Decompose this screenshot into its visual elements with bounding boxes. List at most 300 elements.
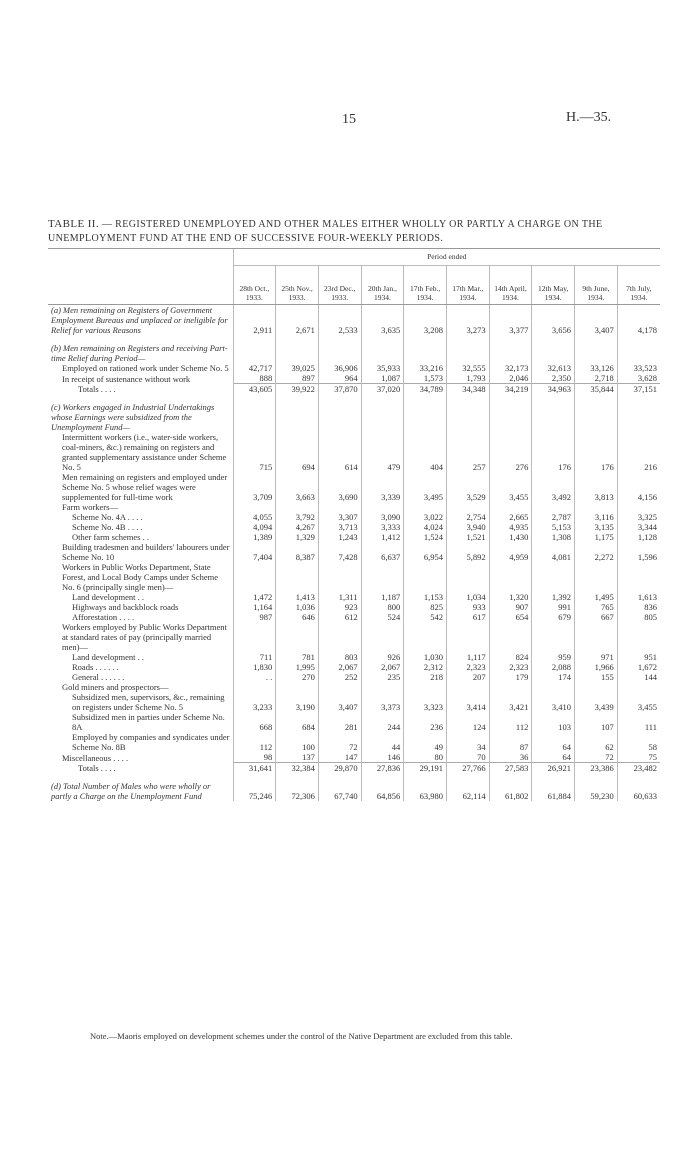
cell-value [276,562,319,592]
row-label: (c) Workers engaged in Industrial Undertakings whose Earnings were subsidized from the Unemployment Fund— [51,402,215,432]
cell-value: 3,022 [404,512,447,522]
cell-value [318,335,361,343]
cell-value: 4,935 [489,522,532,532]
table-row [48,622,660,652]
cell-value: 3,656 [532,305,575,336]
cell-value: 64 [532,752,575,763]
cell-value: 667 [575,612,618,622]
cell-value: 1,320 [489,592,532,602]
cell-value: 4,267 [276,522,319,532]
cell-value: 1,175 [575,532,618,542]
table-row [48,602,660,612]
cell-value [233,773,276,781]
cell-value: 1,036 [276,602,319,612]
column-header: 23rd Dec., 1933. [318,266,361,305]
cell-value: 31,641 [233,763,276,774]
cell-value: 824 [489,652,532,662]
table-row [48,781,660,801]
cell-value [575,335,618,343]
cell-value: 3,344 [617,522,660,532]
cell-value: 33,126 [575,363,618,373]
row-label: Afforestation . . . . [72,612,135,622]
row-label: Employed by companies and syndicates under Scheme No. 8B [72,732,230,752]
row-label: Building tradesmen and builders' labourers under Scheme No. 10 [62,542,230,562]
cell-value: 176 [532,432,575,472]
row-label [48,335,233,343]
cell-value: 7,428 [318,542,361,562]
cell-value [617,682,660,692]
cell-value [404,682,447,692]
row-label: In receipt of sustenance without work [62,373,191,384]
cell-value: 23,482 [617,763,660,774]
table-row [48,562,660,592]
cell-value [361,335,404,343]
cell-value: 33,216 [404,363,447,373]
cell-value [318,402,361,432]
cell-value: 2,312 [404,662,447,672]
cell-value [276,402,319,432]
row-label: Intermittent workers (i.e., water-side workers, coal-miners, &c.) remaining on registers and granted supplementary assistance under Scheme No. 5 [62,432,227,472]
cell-value: 29,191 [404,763,447,774]
cell-value [446,622,489,652]
cell-value [532,682,575,692]
cell-value: 39,025 [276,363,319,373]
cell-value: 964 [318,373,361,384]
cell-value [617,622,660,652]
cell-value [318,343,361,363]
row-label: Workers employed by Public Works Department at standard rates of pay (principally married men)— [62,622,227,652]
page-number: 15 [342,112,356,127]
cell-value: 137 [276,752,319,763]
cell-value: . . [233,672,276,682]
cell-value [446,335,489,343]
column-header: 7th July, 1934. [617,266,660,305]
column-header: 28th Oct., 1933. [233,266,276,305]
row-label: (a) Men remaining on Registers of Government Employment Bureaus and unplaced or ineligible for Relief for various Reasons [51,305,228,335]
row-label: Workers in Public Works Department, State Forest, and Local Body Camps under Scheme No. 6 (principally single men)— [62,562,219,592]
document-code: H.—35. [566,110,612,125]
cell-value: 34,789 [404,384,447,395]
cell-value: 27,836 [361,763,404,774]
cell-value: 3,628 [617,373,660,384]
cell-value: 4,081 [532,542,575,562]
cell-value: 897 [276,373,319,384]
cell-value: 112 [233,732,276,752]
cell-value: 825 [404,602,447,612]
cell-value [617,402,660,432]
row-label: Scheme No. 4A . . . . [72,512,143,522]
cell-value: 1,329 [276,532,319,542]
table-row [48,502,660,512]
cell-value [404,335,447,343]
cell-value [276,502,319,512]
cell-value: 49 [404,732,447,752]
cell-value: 26,921 [532,763,575,774]
cell-value: 61,884 [532,781,575,801]
table-row [48,652,660,662]
table-row [48,305,660,336]
cell-value: 111 [617,712,660,732]
table-row [48,512,660,522]
column-header: 17th Feb., 1934. [404,266,447,305]
cell-value [233,335,276,343]
cell-value [532,343,575,363]
cell-value: 1,392 [532,592,575,602]
cell-value: 1,672 [617,662,660,672]
table-row [48,343,660,363]
cell-value: 8,387 [276,542,319,562]
cell-value: 1,413 [276,592,319,602]
cell-value: 951 [617,652,660,662]
cell-value: 2,718 [575,373,618,384]
cell-value: 176 [575,432,618,472]
cell-value: 75,246 [233,781,276,801]
cell-value [575,622,618,652]
cell-value: 1,164 [233,602,276,612]
cell-value: 98 [233,752,276,763]
cell-value [318,562,361,592]
cell-value: 654 [489,612,532,622]
cell-value [446,402,489,432]
cell-value: 612 [318,612,361,622]
cell-value: 1,034 [446,592,489,602]
row-label: (d) Total Number of Males who were wholly or partly a Charge on the Unemployment Fund [51,781,211,801]
cell-value: 270 [276,672,319,682]
cell-value: 3,709 [233,472,276,502]
cell-value [575,343,618,363]
cell-value: 35,933 [361,363,404,373]
cell-value: 3,421 [489,692,532,712]
cell-value [532,502,575,512]
cell-value [404,773,447,781]
cell-value: 2,911 [233,305,276,336]
table-row [48,732,660,752]
cell-value [575,402,618,432]
row-label: Miscellaneous . . . . [62,752,129,763]
cell-value [318,502,361,512]
cell-value: 147 [318,752,361,763]
cell-value: 1,308 [532,532,575,542]
row-label [48,394,233,402]
row-label: Highways and backblock roads [72,602,179,612]
cell-value: 207 [446,672,489,682]
cell-value: 668 [233,712,276,732]
cell-value: 124 [446,712,489,732]
row-label: Employed on rationed work under Scheme No. 5 [62,363,229,373]
cell-value [532,394,575,402]
table-note: Note.—Maoris employed on development schemes under the control of the Native Department are excluded from this table. [90,1031,513,1041]
cell-value: 218 [404,672,447,682]
cell-value: 33,523 [617,363,660,373]
cell-value: 1,389 [233,532,276,542]
cell-value: 617 [446,612,489,622]
cell-value: 100 [276,732,319,752]
cell-value [318,682,361,692]
table-row [48,612,660,622]
cell-value: 679 [532,612,575,622]
row-label: Gold miners and prospectors— [62,682,169,692]
cell-value: 479 [361,432,404,472]
cell-value: 146 [361,752,404,763]
cell-value: 3,410 [532,692,575,712]
cell-value: 3,407 [318,692,361,712]
cell-value: 4,024 [404,522,447,532]
row-label: Roads . . . . . . [72,662,119,672]
cell-value: 1,495 [575,592,618,602]
cell-value: 2,533 [318,305,361,336]
cell-value: 781 [276,652,319,662]
table-row [48,394,660,402]
cell-value: 2,323 [489,662,532,672]
cell-value: 836 [617,602,660,612]
table-row [48,712,660,732]
cell-value: 174 [532,672,575,682]
cell-value: 63,980 [404,781,447,801]
cell-value [233,502,276,512]
cell-value: 1,311 [318,592,361,602]
table-row [48,384,660,395]
cell-value: 3,492 [532,472,575,502]
cell-value: 2,787 [532,512,575,522]
cell-value [575,773,618,781]
cell-value: 236 [404,712,447,732]
cell-value: 991 [532,602,575,612]
cell-value: 72 [318,732,361,752]
cell-value [361,622,404,652]
cell-value [233,682,276,692]
table-row [48,662,660,672]
cell-value [233,622,276,652]
cell-value: 3,635 [361,305,404,336]
cell-value: 37,870 [318,384,361,395]
cell-value [276,682,319,692]
cell-value: 715 [233,432,276,472]
cell-value: 37,020 [361,384,404,395]
cell-value [489,682,532,692]
cell-value: 1,128 [617,532,660,542]
cell-value: 179 [489,672,532,682]
cell-value: 1,030 [404,652,447,662]
cell-value: 2,067 [361,662,404,672]
cell-value: 87 [489,732,532,752]
cell-value: 64,856 [361,781,404,801]
cell-value [575,562,618,592]
cell-value: 542 [404,612,447,622]
row-label: General . . . . . . [72,672,125,682]
cell-value [318,773,361,781]
cell-value [617,394,660,402]
cell-value: 2,067 [318,662,361,672]
cell-value [318,394,361,402]
row-label [48,773,233,781]
table-row [48,763,660,774]
cell-value: 62,114 [446,781,489,801]
cell-value: 1,966 [575,662,618,672]
cell-value [532,335,575,343]
cell-value [489,343,532,363]
cell-value [489,402,532,432]
table-row [48,773,660,781]
cell-value: 2,272 [575,542,618,562]
cell-value: 80 [404,752,447,763]
row-label: Men remaining on registers and employed under Scheme No. 5 whose relief wages were supplemented for full-time work [62,472,228,502]
cell-value [361,682,404,692]
cell-value: 2,323 [446,662,489,672]
row-label: Land development . . [72,652,144,662]
cell-value: 3,414 [446,692,489,712]
cell-value: 32,613 [532,363,575,373]
cell-value [575,682,618,692]
cell-value: 2,046 [489,373,532,384]
cell-value: 60,633 [617,781,660,801]
cell-value: 3,325 [617,512,660,522]
cell-value [446,394,489,402]
cell-value: 7,404 [233,542,276,562]
cell-value: 3,135 [575,522,618,532]
cell-value: 3,529 [446,472,489,502]
cell-value: 281 [318,712,361,732]
cell-value: 27,766 [446,763,489,774]
cell-value: 2,671 [276,305,319,336]
table-row [48,363,660,373]
cell-value [532,773,575,781]
table-row [48,542,660,562]
cell-value: 404 [404,432,447,472]
table-row [48,335,660,343]
cell-value: 59,230 [575,781,618,801]
cell-value: 3,273 [446,305,489,336]
cell-value: 4,055 [233,512,276,522]
cell-value [532,402,575,432]
cell-value: 3,323 [404,692,447,712]
column-header: 9th June, 1934. [575,266,618,305]
cell-value: 155 [575,672,618,682]
cell-value [617,773,660,781]
cell-value: 42,717 [233,363,276,373]
cell-value: 27,583 [489,763,532,774]
cell-value: 1,521 [446,532,489,542]
cell-value [532,622,575,652]
cell-value: 32,384 [276,763,319,774]
cell-value: 64 [532,732,575,752]
cell-value: 1,793 [446,373,489,384]
cell-value: 6,954 [404,542,447,562]
cell-value [233,343,276,363]
cell-value: 36 [489,752,532,763]
cell-value: 1,187 [361,592,404,602]
cell-value [489,622,532,652]
cell-value: 72 [575,752,618,763]
cell-value: 3,090 [361,512,404,522]
cell-value: 765 [575,602,618,612]
cell-value [361,502,404,512]
cell-value: 112 [489,712,532,732]
cell-value: 36,906 [318,363,361,373]
cell-value [489,562,532,592]
cell-value: 987 [233,612,276,622]
table-row [48,532,660,542]
cell-value [532,562,575,592]
cell-value: 3,690 [318,472,361,502]
cell-value: 252 [318,672,361,682]
cell-value: 3,940 [446,522,489,532]
cell-value [233,562,276,592]
cell-value [404,394,447,402]
cell-value: 1,613 [617,592,660,602]
cell-value [489,773,532,781]
cell-value: 235 [361,672,404,682]
cell-value: 4,178 [617,305,660,336]
cell-value: 1,472 [233,592,276,602]
cell-value: 971 [575,652,618,662]
cell-value [617,343,660,363]
cell-value: 2,665 [489,512,532,522]
cell-value: 61,802 [489,781,532,801]
cell-value: 2,754 [446,512,489,522]
cell-value [361,773,404,781]
cell-value: 107 [575,712,618,732]
cell-value: 1,412 [361,532,404,542]
row-label: Subsidized men, supervisors, &c., remaining on registers under Scheme No. 5 [72,692,225,712]
cell-value: 3,407 [575,305,618,336]
cell-value: 3,455 [617,692,660,712]
column-header: 25th Nov., 1933. [276,266,319,305]
cell-value: 4,094 [233,522,276,532]
table-title-lead: TABLE II. [48,218,99,230]
cell-value: 32,173 [489,363,532,373]
cell-value: 1,153 [404,592,447,602]
cell-value: 1,243 [318,532,361,542]
cell-value: 3,190 [276,692,319,712]
cell-value: 6,637 [361,542,404,562]
table-row [48,402,660,432]
cell-value: 1,430 [489,532,532,542]
table-row [48,672,660,682]
cell-value: 70 [446,752,489,763]
cell-value: 39,922 [276,384,319,395]
cell-value: 694 [276,432,319,472]
cell-value: 923 [318,602,361,612]
cell-value: 800 [361,602,404,612]
cell-value: 3,116 [575,512,618,522]
cell-value: 3,377 [489,305,532,336]
cell-value [361,394,404,402]
cell-value [489,394,532,402]
cell-value: 3,208 [404,305,447,336]
cell-value: 1,524 [404,532,447,542]
cell-value [446,343,489,363]
cell-value [276,335,319,343]
cell-value [404,402,447,432]
cell-value: 2,088 [532,662,575,672]
row-label: Scheme No. 4B . . . . [72,522,143,532]
cell-value: 72,306 [276,781,319,801]
column-header: 20th Jan., 1934. [361,266,404,305]
cell-value [276,622,319,652]
cell-value: 888 [233,373,276,384]
table-row [48,472,660,502]
table-title-text: — REGISTERED UNEMPLOYED AND OTHER MALES EITHER WHOLLY OR PARTLY A CHARGE ON THE UNEMPLOYMENT FUND AT THE END OF SUCCESSIVE FOUR-WEEKLY PERIODS. [48,219,603,244]
cell-value: 34,963 [532,384,575,395]
cell-value: 35,844 [575,384,618,395]
cell-value: 959 [532,652,575,662]
cell-value: 58 [617,732,660,752]
cell-value: 276 [489,432,532,472]
cell-value: 1,117 [446,652,489,662]
cell-value: 144 [617,672,660,682]
cell-value [404,343,447,363]
cell-value: 3,439 [575,692,618,712]
